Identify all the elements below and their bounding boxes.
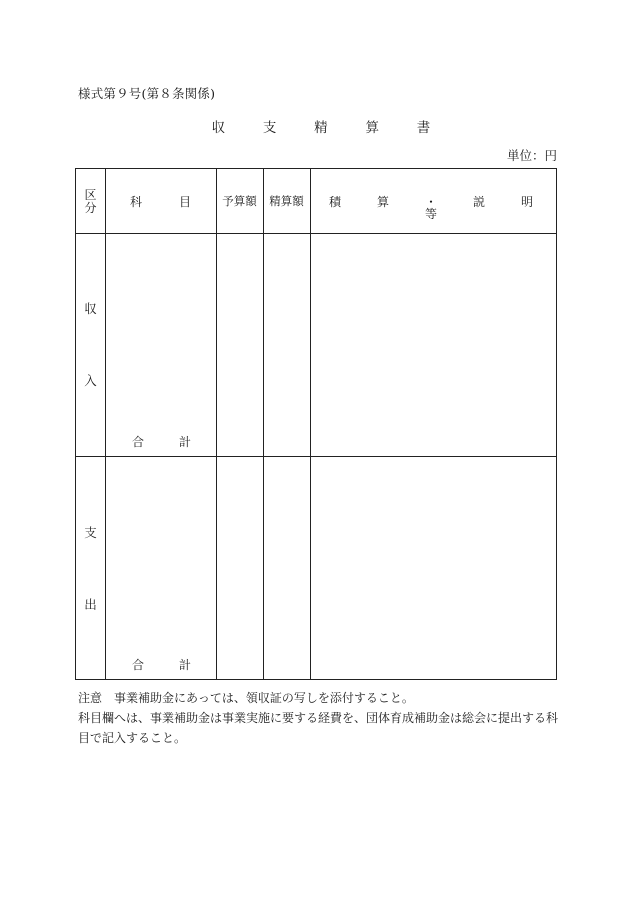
column-divider <box>216 169 217 679</box>
column-divider <box>105 169 106 679</box>
header-budget: 予算額 <box>222 194 257 208</box>
expense-total-label-2: 計 <box>179 658 192 672</box>
note-line-2: 科目欄へは、事業補助金は事業実施に要する経費を、団体育成補助金は総会に提出する科目で記入すること。 <box>78 711 559 745</box>
header-kamoku-1: 科 <box>130 195 143 209</box>
income-total-label-1: 合 <box>132 435 145 449</box>
expense-total-label-1: 合 <box>132 658 145 672</box>
note-line-1: 注意 事業補助金にあっては、領収証の写しを添付すること。 <box>78 691 414 705</box>
settlement-table <box>75 168 570 680</box>
section-divider <box>76 456 556 457</box>
notes-block <box>78 688 568 748</box>
header-settlement: 精算額 <box>269 194 304 208</box>
header-divider <box>76 233 556 234</box>
income-label-1: 収 <box>84 301 97 316</box>
column-divider <box>310 169 311 679</box>
document-title: 収 支 精 算 書 <box>211 120 443 136</box>
unit-label: 単位：円 <box>506 148 557 163</box>
header-kamoku-2: 目 <box>179 195 192 209</box>
expense-label-2: 出 <box>84 597 97 612</box>
header-kubun: 区分 <box>84 188 97 215</box>
expense-label-1: 支 <box>84 525 97 540</box>
form-number: 様式第９号(第８条関係) <box>78 86 216 101</box>
income-total-label-2: 計 <box>179 435 192 449</box>
header-notes: 積 算 ・ 説 明 等 <box>328 195 570 221</box>
income-label-2: 入 <box>84 373 97 388</box>
column-divider <box>263 169 264 679</box>
